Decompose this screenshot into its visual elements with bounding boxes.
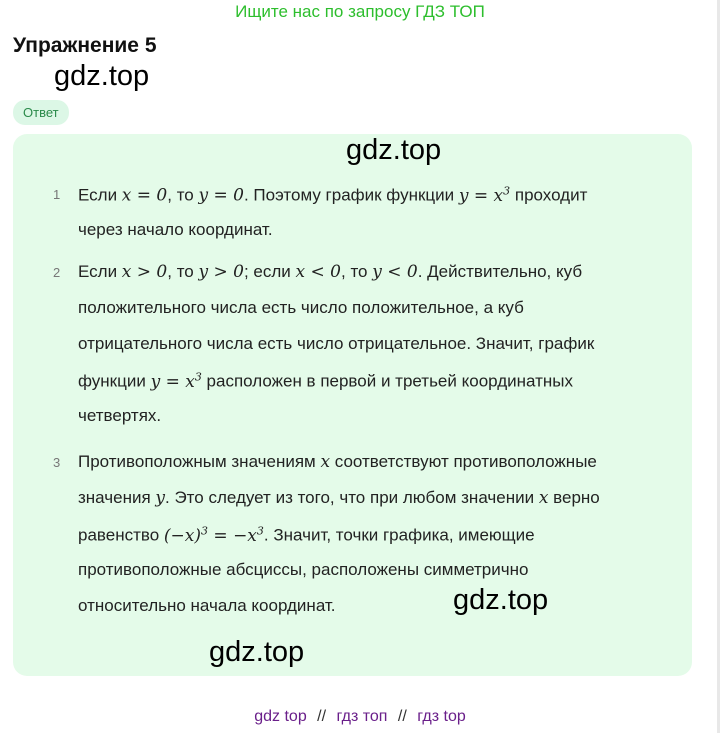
math-expression: y > 0	[198, 262, 244, 282]
watermark: gdz.top	[453, 584, 549, 616]
math-expression: y	[155, 488, 165, 508]
footer-links	[0, 708, 720, 726]
footer-link-gdz-top-ru[interactable]: гдз топ	[336, 708, 388, 725]
item-text-line: через начало координат.	[78, 220, 273, 239]
watermark: gdz.top	[209, 636, 305, 668]
item-number: 2	[53, 265, 61, 280]
math-expression: $y = x^3$	[458, 184, 511, 206]
footer-separator: //	[397, 708, 407, 725]
math-expression: x = 0	[121, 185, 168, 206]
math-expression: y < 0	[372, 262, 418, 282]
footer-link-gdz-top-mixed[interactable]: гдз top	[417, 708, 466, 725]
item-text-line: относительно начала координат.	[78, 596, 336, 615]
item-number: 1	[53, 187, 61, 202]
watermark: gdz.top	[54, 60, 150, 92]
watermark: gdz.top	[346, 134, 442, 166]
item-text-line: противоположные абсциссы, расположены симметрично	[78, 560, 529, 579]
search-banner: Ищите нас по запросу ГДЗ ТОП	[235, 2, 485, 21]
item-text-line: функции $y = x^3$ расположен в первой и третьей координатных	[78, 370, 573, 392]
math-expression: x > 0	[121, 262, 168, 282]
item-text-line: отрицательного числа есть число отрицательное. Значит, график	[78, 334, 595, 353]
item-text-line: четвертях.	[78, 406, 162, 425]
item-text-line: равенство $(-x)^3 = -x^3$. Значит, точки графика, имеющие	[78, 524, 535, 546]
item-text-line: Если x > 0, то y > 0; если x < 0, то y < 0. Действительно, куб	[78, 262, 583, 282]
footer-separator: //	[317, 708, 327, 725]
math-expression: $y = x^3$	[150, 370, 202, 392]
item-text-line: значения y. Это следует из того, что при любом значении x верно	[78, 488, 600, 508]
math-expression: x	[538, 488, 549, 508]
answer-tab[interactable]: Ответ	[13, 100, 69, 125]
item-text-line: Если x = 0, то y = 0. Поэтому график функции $y = x^3$ проходит	[78, 184, 588, 206]
item-number: 3	[53, 455, 61, 470]
item-text-line: положительного числа есть число положительное, а куб	[78, 298, 524, 317]
math-expression: x	[320, 452, 331, 472]
math-expression: = $-x^3$	[208, 524, 264, 546]
math-expression: $(-x)^3$	[163, 524, 209, 546]
answer-card	[13, 134, 692, 676]
footer-link-gdz-top[interactable]: gdz top	[254, 708, 307, 725]
math-expression: x < 0	[295, 262, 341, 282]
exercise-title: Упражнение 5	[13, 34, 157, 57]
item-text-line: Противоположным значениям x соответствуют противоположные	[78, 452, 597, 472]
math-expression: y = 0	[198, 185, 244, 206]
